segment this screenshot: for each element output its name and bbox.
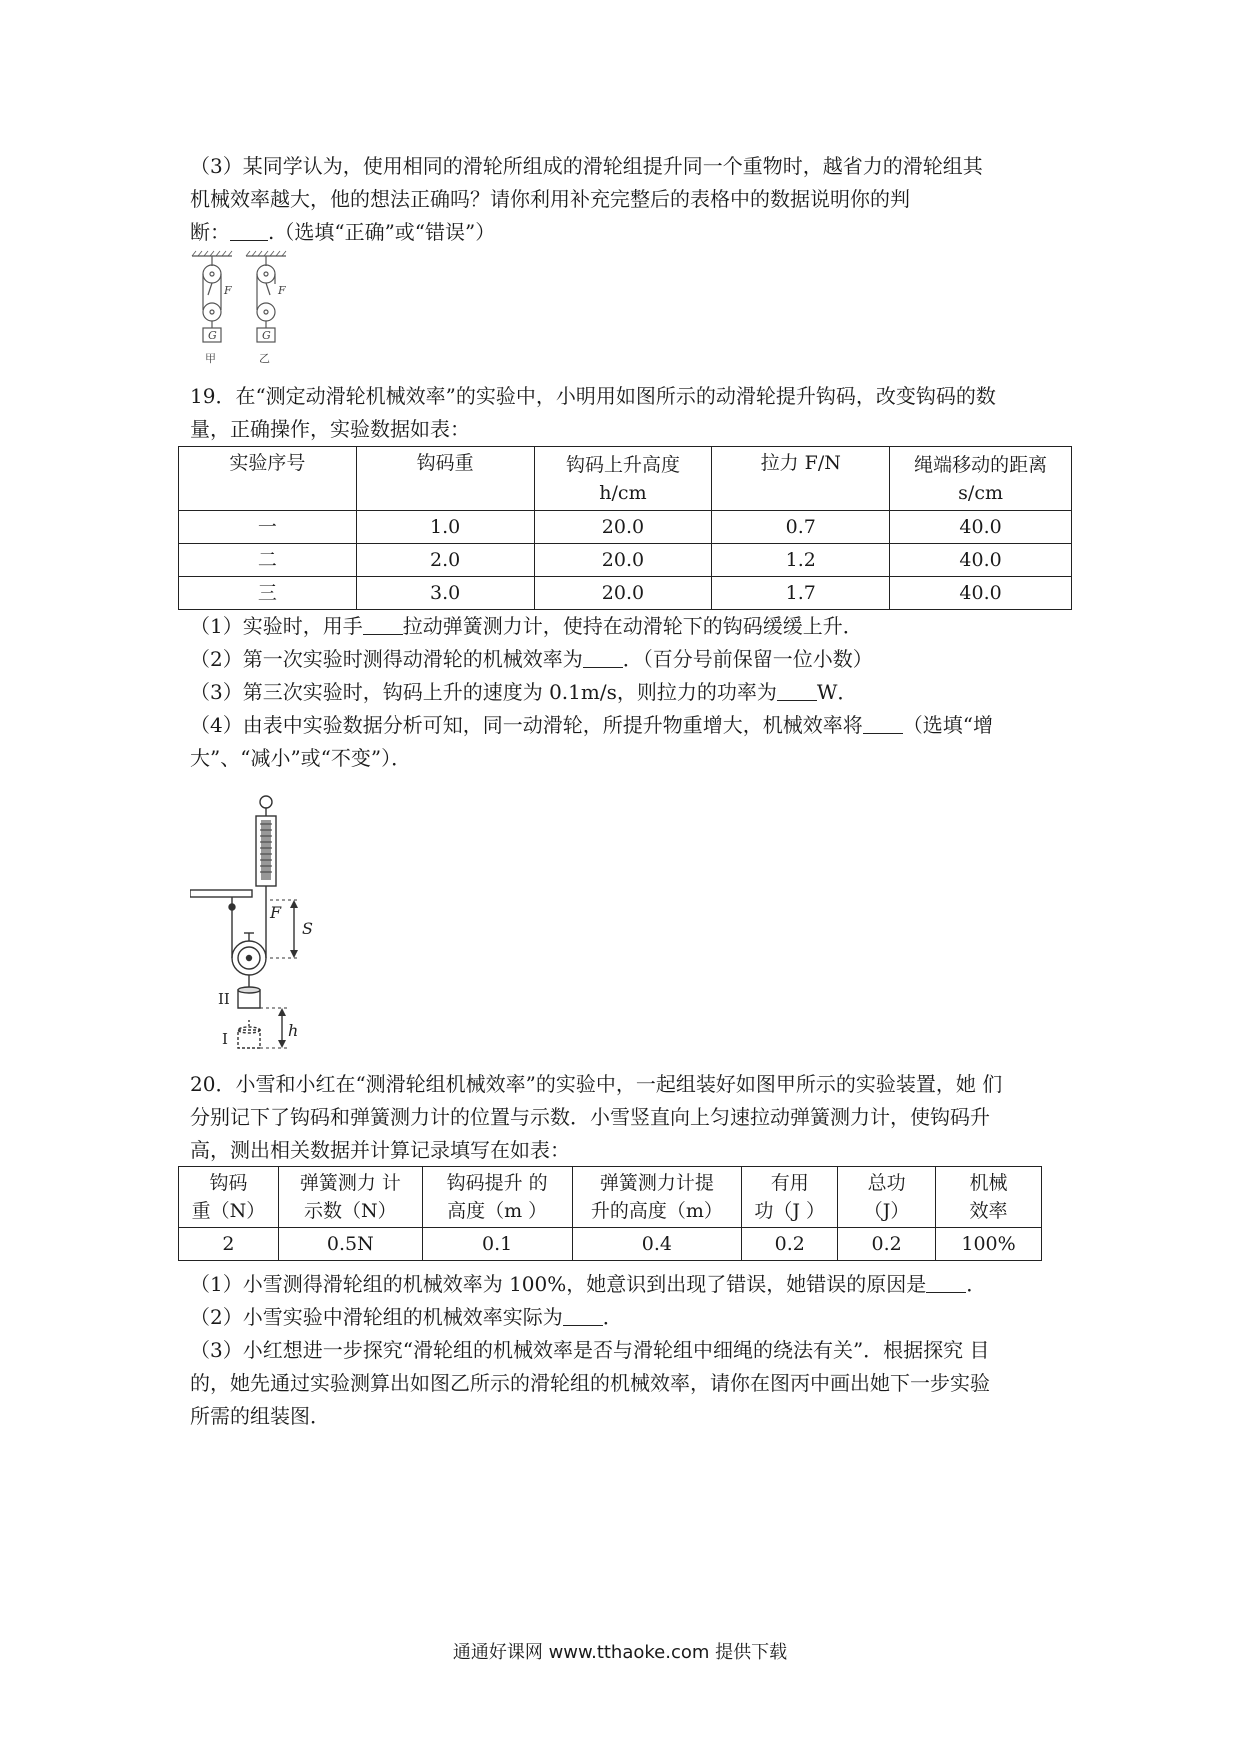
table-cell: 1.7: [712, 577, 890, 610]
q19-intro-line1: 19．在“测定动滑轮机械效率”的实验中，小明用如图所示的动滑轮提升钩码，改变钩码的数: [190, 384, 996, 408]
table-header-cell: 钩码重: [356, 447, 534, 511]
table-cell: 0.4: [572, 1228, 742, 1261]
table-cell: 0.2: [742, 1228, 838, 1261]
q20-intro-line3: 高，测出相关数据并计算记录填写在如表：: [190, 1138, 570, 1162]
table-header-cell: 实验序号: [179, 447, 357, 511]
fig-label-G-right: G: [262, 329, 271, 342]
table-cell: 40.0: [890, 511, 1072, 544]
table-header-cell: 钩码 重（N）: [179, 1167, 279, 1228]
q18-part3-text: [190, 150, 1070, 249]
table-header-cell: 拉力 F/N: [712, 447, 890, 511]
q19-p1-post: 拉动弹簧测力计，使持在动滑轮下的钩码缓缓上升．: [402, 614, 863, 638]
answer-blank[interactable]: [926, 1272, 966, 1293]
table-row: [179, 511, 1072, 544]
fig-label-jia: 甲: [205, 352, 216, 365]
fig-label-S: S: [302, 919, 313, 938]
q20-p1-post: ．: [966, 1272, 987, 1296]
table-cell: 2: [179, 1228, 279, 1261]
table-cell: 20.0: [534, 577, 712, 610]
table-cell: 40.0: [890, 577, 1072, 610]
table-header-cell: 绳端移动的距离 s/cm: [890, 447, 1072, 511]
table-header-cell: 弹簧测力 计 示数（N）: [278, 1167, 422, 1228]
table-header-row: [179, 447, 1072, 511]
q20-p3-line1: （3）小红想进一步探究“滑轮组的机械效率是否与滑轮组中细绳的绕法有关”．根据探究 目: [190, 1338, 990, 1362]
q19-p1-pre: （1）实验时，用手: [190, 614, 363, 638]
q19-p4-line2: 大”、“减小”或“不变”）．: [190, 746, 412, 770]
answer-blank[interactable]: [363, 614, 403, 635]
table-header-cell: 有用 功（J ）: [742, 1167, 838, 1228]
answer-blank[interactable]: [777, 680, 817, 701]
table-header-cell: 钩码提升 的 高度（m ）: [422, 1167, 572, 1228]
fig-label-G-left: G: [208, 329, 217, 342]
fig-label-II: II: [218, 990, 230, 1008]
q19-p4-pre: （4）由表中实验数据分析可知，同一动滑轮，所提升物重增大，机械效率将: [190, 713, 863, 737]
table-cell: 0.7: [712, 511, 890, 544]
fig-label-I: I: [222, 1030, 228, 1048]
q19-questions: [190, 610, 1070, 775]
table-cell: 二: [179, 544, 357, 577]
table-cell: 1.2: [712, 544, 890, 577]
table-cell: 0.5N: [278, 1228, 422, 1261]
table-cell: 100%: [936, 1228, 1042, 1261]
table-cell: 0.1: [422, 1228, 572, 1261]
q20-p1-pre: （1）小雪测得滑轮组的机械效率为 100%，她意识到出现了错误，她错误的原因是: [190, 1272, 927, 1296]
table-cell: 20.0: [534, 544, 712, 577]
q18-part3-line1: （3）某同学认为，使用相同的滑轮所组成的滑轮组提升同一个重物时，越省力的滑轮组其: [190, 154, 983, 178]
q19-movable-pulley-figure: [190, 790, 330, 1060]
table-cell: 20.0: [534, 511, 712, 544]
table-row: [179, 544, 1072, 577]
q18-part3-line3-pre: 断：: [190, 220, 230, 244]
fig-label-F-right: F: [278, 284, 286, 297]
table-row: [179, 1228, 1042, 1261]
table-cell: 三: [179, 577, 357, 610]
table-header-cell: 机械 效率: [936, 1167, 1042, 1228]
table-row: [179, 577, 1072, 610]
q20-p2-post: ．: [602, 1305, 623, 1329]
answer-blank[interactable]: [863, 713, 903, 734]
q19-intro: [190, 380, 1070, 446]
table-cell: 40.0: [890, 544, 1072, 577]
table-header-cell: 弹簧测力计提 升的高度（m）: [572, 1167, 742, 1228]
q19-intro-line2: 量，正确操作，实验数据如表：: [190, 417, 470, 441]
table-header-row: [179, 1167, 1042, 1228]
q19-data-table: [178, 446, 1072, 610]
table-header-cell: 钩码上升高度 h/cm: [534, 447, 712, 511]
table-cell: 0.2: [838, 1228, 936, 1261]
q20-p2-pre: （2）小雪实验中滑轮组的机械效率实际为: [190, 1305, 563, 1329]
q19-p3-post: W．: [816, 680, 858, 704]
q20-intro: [190, 1068, 1070, 1167]
table-cell: 1.0: [356, 511, 534, 544]
q18-part3-line3-post: .（选填“正确”或“错误”）: [268, 220, 496, 244]
q19-p2-post: ．（百分号前保留一位小数）: [622, 647, 873, 671]
q20-intro-line2: 分别记下了钩码和弹簧测力计的位置与示数．小雪竖直向上匀速拉动弹簧测力计，使钩码升: [190, 1105, 990, 1129]
fig-label-h: h: [288, 1021, 299, 1040]
fig-label-F: F: [270, 903, 282, 922]
answer-blank[interactable]: [563, 1305, 603, 1326]
q19-p3-pre: （3）第三次实验时，钩码上升的速度为 0.1m/s，则拉力的功率为: [190, 680, 777, 704]
q20-questions: [190, 1268, 1070, 1433]
answer-blank[interactable]: [230, 220, 268, 241]
table-header-cell: 总功 （J）: [838, 1167, 936, 1228]
q20-intro-line1: 20．小雪和小红在“测滑轮组机械效率”的实验中，一起组装好如图甲所示的实验装置，她 们: [190, 1072, 1003, 1096]
q20-p3-line2: 的，她先通过实验测算出如图乙所示的滑轮组的机械效率，请你在图丙中画出她下一步实验: [190, 1371, 990, 1395]
q18-part3-line2: 机械效率越大，他的想法正确吗？请你利用补充完整后的表格中的数据说明你的判: [190, 187, 910, 211]
q19-p4-post: （选填“增: [902, 713, 993, 737]
fig-label-F-left: F: [224, 284, 232, 297]
fig-label-yi: 乙: [259, 352, 270, 365]
q20-p3-line3: 所需的组装图．: [190, 1404, 330, 1428]
table-cell: 3.0: [356, 577, 534, 610]
q19-p2-pre: （2）第一次实验时测得动滑轮的机械效率为: [190, 647, 583, 671]
page-footer: 通通好课网 www.tthaoke.com 提供下载: [452, 1642, 788, 1663]
answer-blank[interactable]: [583, 647, 623, 668]
table-cell: 2.0: [356, 544, 534, 577]
q20-data-table: [178, 1166, 1042, 1261]
q18-pulley-figure: [190, 250, 300, 370]
table-cell: 一: [179, 511, 357, 544]
